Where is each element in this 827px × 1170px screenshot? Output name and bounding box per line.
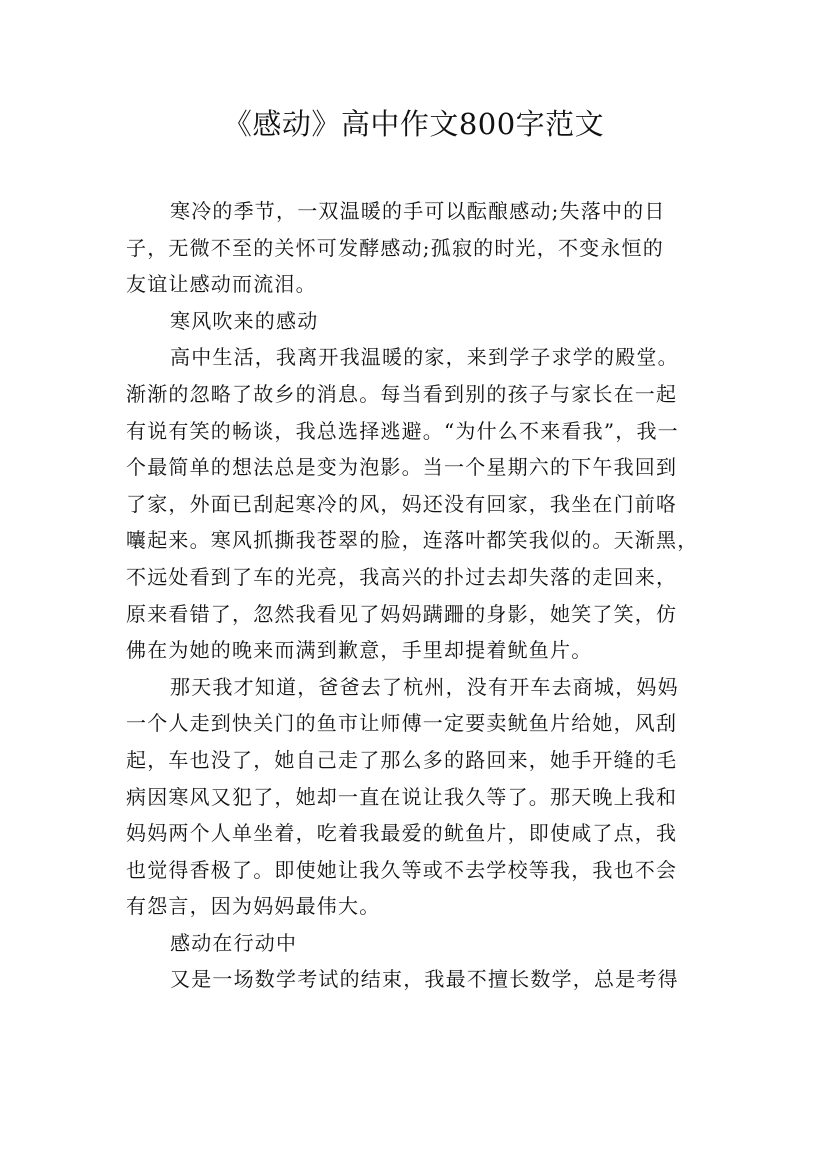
text-line: 寒冷的季节，一双温暖的手可以酝酿感动;失落中的日 (170, 199, 666, 223)
text-line: 佛在为她的晚来而满到歉意，手里却提着鱿鱼片。 (126, 638, 593, 663)
document-body (126, 193, 712, 998)
text-line: 了家，外面已刮起寒冷的风，妈还没有回家，我坐在门前咯 (126, 491, 678, 516)
text-line: 有怨言，因为妈妈最伟大。 (126, 894, 381, 919)
text-line: 起，车也没了，她自己走了那么多的路回来，她手开缝的毛 (126, 747, 678, 772)
document-title: 《感动》高中作文800字范文 (222, 107, 605, 141)
text-line: 感动在行动中 (170, 930, 298, 955)
text-line: 妈妈两个人单坐着，吃着我最爱的鱿鱼片，即使咸了点，我 (126, 821, 678, 846)
text-line: 也觉得香极了。即使她让我久等或不去学校等我，我也不会 (126, 857, 678, 882)
text-line: 高中生活，我离开我温暖的家，来到学子求学的殿堂。 (170, 345, 679, 370)
text-line: 囔起来。寒风抓撕我苍翠的脸，连落叶都笑我似的。天渐黑， (126, 528, 699, 553)
text-line: 不远处看到了车的光亮，我高兴的扑过去却失落的走回来， (126, 564, 678, 589)
text-line: 病因寒风又犯了，她却一直在说让我久等了。那天晚上我和 (126, 784, 678, 809)
text-line: 原来看错了，忽然我看见了妈妈蹒跚的身影，她笑了笑，仿 (126, 601, 678, 626)
text-line: 渐渐的忽略了故乡的消息。每当看到别的孩子与家长在一起 (126, 381, 678, 406)
text-line: 一个人走到快关门的鱼市让师傅一定要卖鱿鱼片给她，风刮 (126, 711, 678, 736)
text-line: 子，无微不至的关怀可发酵感动;孤寂的时光，不变永恒的 (126, 235, 664, 260)
text-line: 个最简单的想法总是变为泡影。当一个星期六的下午我回到 (126, 455, 678, 480)
text-line: 寒风吹来的感动 (170, 308, 319, 333)
text-line: 那天我才知道，爸爸去了杭州，没有开车去商城，妈妈 (170, 674, 679, 699)
text-line: 有说有笑的畅谈，我总选择逃避。“为什么不来看我”，我一 (126, 418, 679, 443)
text-line: 又是一场数学考试的结束，我最不擅长数学，总是考得 (170, 967, 679, 992)
text-line: 友谊让感动而流泪。 (126, 272, 317, 297)
